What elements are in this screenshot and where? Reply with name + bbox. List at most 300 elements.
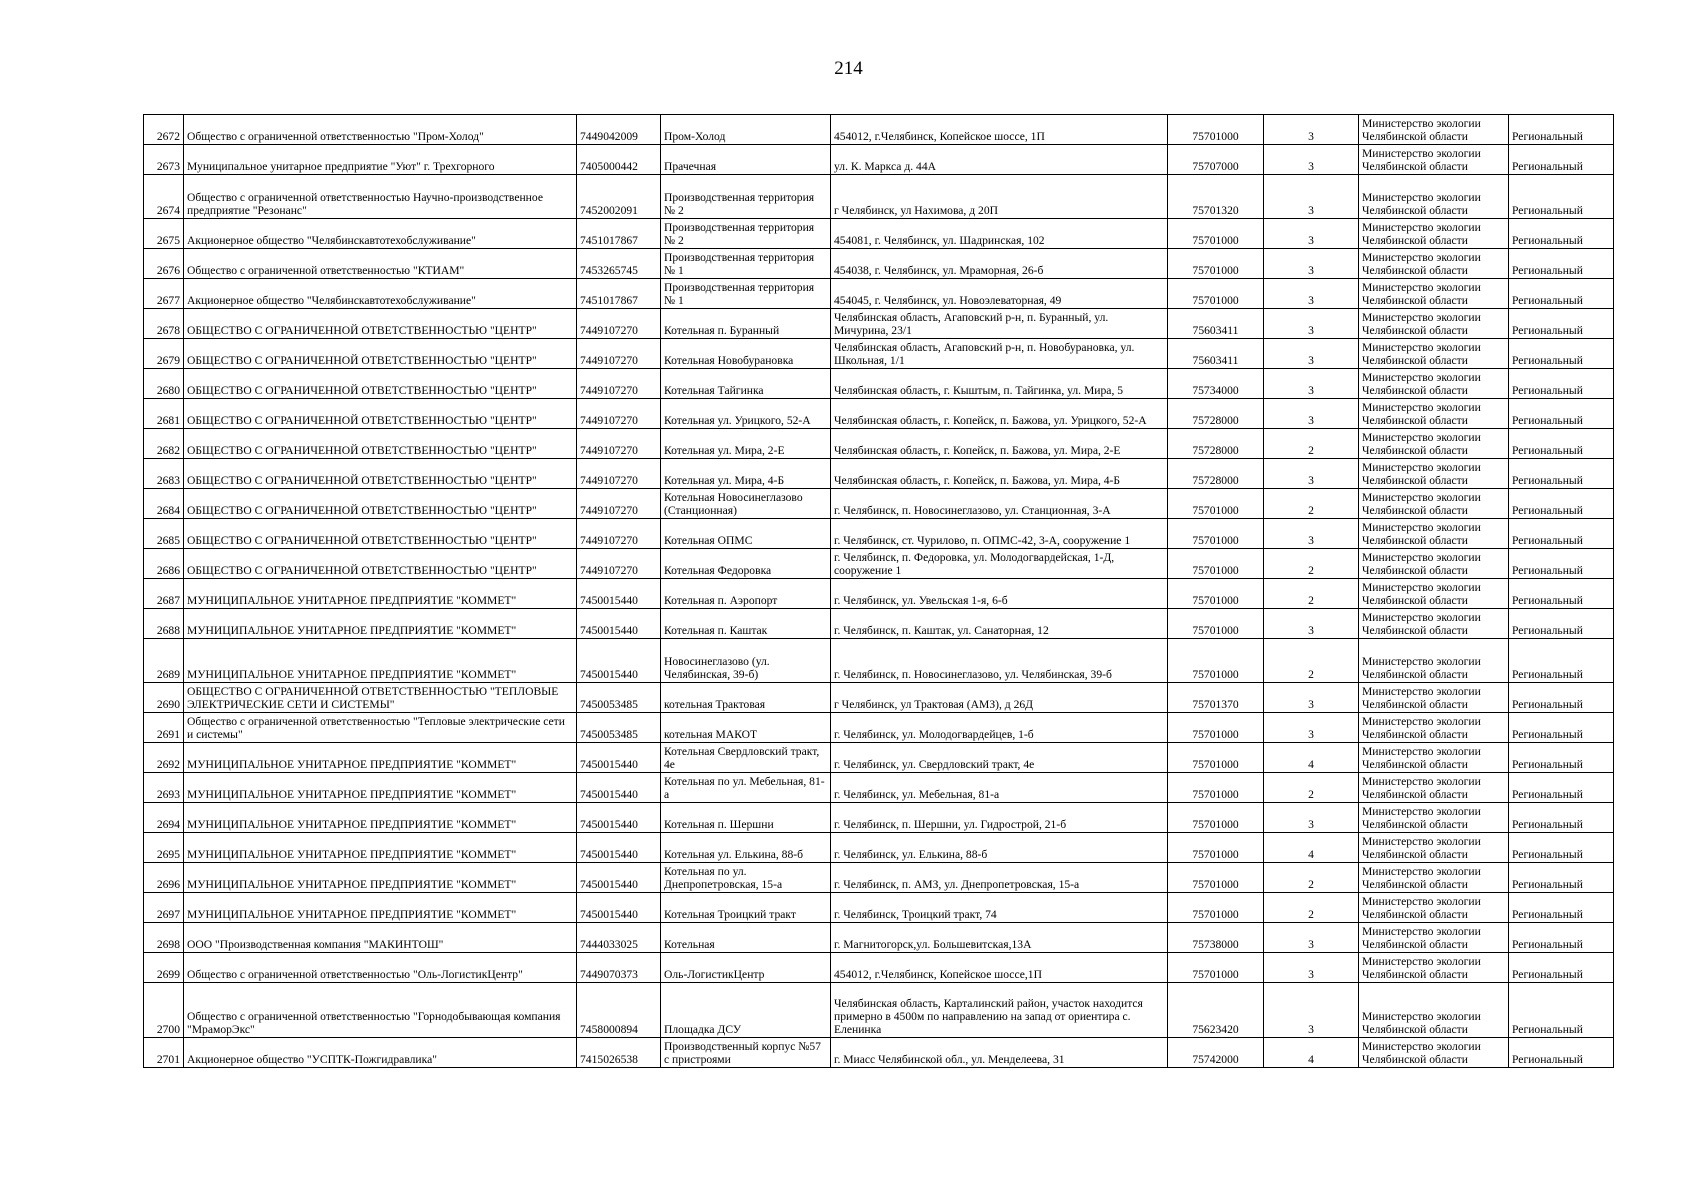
cell-organization-name: Общество с ограниченной ответственностью Научно-производственное предприятие "Резонанс" <box>184 175 577 219</box>
cell-supervisory-body: Министерство экологии Челябинской области <box>1359 1038 1509 1068</box>
table-row <box>144 279 1614 309</box>
table-row <box>144 519 1614 549</box>
cell-supervision-level: Региональный <box>1509 549 1614 579</box>
cell-object-address: 454012, г.Челябинск, Копейское шоссе,1П <box>831 953 1168 983</box>
cell-object-address: г. Челябинск, ул. Мебельная, 81-а <box>831 773 1168 803</box>
cell-inn: 7450015440 <box>577 609 661 639</box>
cell-object-address: Челябинская область, Агаповский р-н, п. Новобурановка, ул. Школьная, 1/1 <box>831 339 1168 369</box>
cell-supervisory-body: Министерство экологии Челябинской области <box>1359 519 1509 549</box>
cell-inn: 7450015440 <box>577 743 661 773</box>
cell-organization-name: Акционерное общество "Челябинскавтотехобслуживание" <box>184 279 577 309</box>
cell-supervision-level: Региональный <box>1509 339 1614 369</box>
cell-category: 3 <box>1264 953 1359 983</box>
cell-okato: 75701000 <box>1168 863 1264 893</box>
cell-category: 3 <box>1264 459 1359 489</box>
table-row <box>144 175 1614 219</box>
registry-body <box>144 115 1614 1068</box>
cell-object-name: Котельная п. Буранный <box>661 309 831 339</box>
cell-organization-name: ОБЩЕСТВО С ОГРАНИЧЕННОЙ ОТВЕТСТВЕННОСТЬЮ "ЦЕНТР" <box>184 459 577 489</box>
cell-row-number: 2698 <box>144 923 184 953</box>
cell-inn: 7450053485 <box>577 683 661 713</box>
cell-inn: 7452002091 <box>577 175 661 219</box>
cell-supervision-level: Региональный <box>1509 489 1614 519</box>
cell-row-number: 2672 <box>144 115 184 145</box>
cell-category: 3 <box>1264 399 1359 429</box>
cell-category: 2 <box>1264 893 1359 923</box>
cell-inn: 7449107270 <box>577 429 661 459</box>
cell-category: 2 <box>1264 863 1359 893</box>
table-row <box>144 115 1614 145</box>
cell-category: 3 <box>1264 369 1359 399</box>
cell-supervisory-body: Министерство экологии Челябинской области <box>1359 923 1509 953</box>
cell-supervision-level: Региональный <box>1509 609 1614 639</box>
cell-category: 3 <box>1264 519 1359 549</box>
cell-organization-name: МУНИЦИПАЛЬНОЕ УНИТАРНОЕ ПРЕДПРИЯТИЕ "КОММЕТ" <box>184 803 577 833</box>
cell-supervision-level: Региональный <box>1509 953 1614 983</box>
cell-okato: 75742000 <box>1168 1038 1264 1068</box>
cell-row-number: 2676 <box>144 249 184 279</box>
cell-inn: 7451017867 <box>577 279 661 309</box>
cell-object-name: Котельная ОПМС <box>661 519 831 549</box>
cell-organization-name: ООО "Производственная компания "МАКИНТОШ" <box>184 923 577 953</box>
cell-okato: 75701000 <box>1168 579 1264 609</box>
cell-organization-name: МУНИЦИПАЛЬНОЕ УНИТАРНОЕ ПРЕДПРИЯТИЕ "КОММЕТ" <box>184 743 577 773</box>
cell-row-number: 2682 <box>144 429 184 459</box>
cell-category: 3 <box>1264 339 1359 369</box>
cell-organization-name: ОБЩЕСТВО С ОГРАНИЧЕННОЙ ОТВЕТСТВЕННОСТЬЮ "ТЕПЛОВЫЕ ЭЛЕКТРИЧЕСКИЕ СЕТИ И СИСТЕМЫ" <box>184 683 577 713</box>
cell-object-address: 454012, г.Челябинск, Копейское шоссе, 1П <box>831 115 1168 145</box>
cell-category: 4 <box>1264 833 1359 863</box>
cell-okato: 75603411 <box>1168 309 1264 339</box>
cell-supervisory-body: Министерство экологии Челябинской области <box>1359 953 1509 983</box>
cell-object-name: Котельная п. Аэропорт <box>661 579 831 609</box>
cell-supervisory-body: Министерство экологии Челябинской области <box>1359 609 1509 639</box>
cell-organization-name: Общество с ограниченной ответственностью "Тепловые электрические сети и системы" <box>184 713 577 743</box>
cell-supervision-level: Региональный <box>1509 309 1614 339</box>
cell-okato: 75623420 <box>1168 983 1264 1038</box>
cell-inn: 7453265745 <box>577 249 661 279</box>
cell-inn: 7449070373 <box>577 953 661 983</box>
cell-category: 2 <box>1264 429 1359 459</box>
cell-supervisory-body: Министерство экологии Челябинской области <box>1359 115 1509 145</box>
cell-organization-name: Общество с ограниченной ответственностью "Оль-ЛогистикЦентр" <box>184 953 577 983</box>
cell-row-number: 2687 <box>144 579 184 609</box>
table-row <box>144 1038 1614 1068</box>
cell-category: 2 <box>1264 489 1359 519</box>
cell-object-address: 454081, г. Челябинск, ул. Шадринская, 102 <box>831 219 1168 249</box>
cell-object-address: г. Челябинск, ул. Молодогвардейцев, 1-б <box>831 713 1168 743</box>
cell-supervisory-body: Министерство экологии Челябинской области <box>1359 893 1509 923</box>
cell-object-name: Прачечная <box>661 145 831 175</box>
cell-organization-name: ОБЩЕСТВО С ОГРАНИЧЕННОЙ ОТВЕТСТВЕННОСТЬЮ "ЦЕНТР" <box>184 489 577 519</box>
cell-supervision-level: Региональный <box>1509 683 1614 713</box>
cell-supervision-level: Региональный <box>1509 833 1614 863</box>
cell-category: 3 <box>1264 683 1359 713</box>
cell-row-number: 2679 <box>144 339 184 369</box>
cell-row-number: 2693 <box>144 773 184 803</box>
cell-row-number: 2675 <box>144 219 184 249</box>
cell-supervision-level: Региональный <box>1509 983 1614 1038</box>
cell-object-name: Котельная по ул. Днепропетровская, 15-а <box>661 863 831 893</box>
cell-okato: 75701000 <box>1168 609 1264 639</box>
table-row <box>144 683 1614 713</box>
cell-category: 2 <box>1264 579 1359 609</box>
cell-row-number: 2691 <box>144 713 184 743</box>
cell-inn: 7449107270 <box>577 399 661 429</box>
cell-category: 4 <box>1264 1038 1359 1068</box>
table-row <box>144 713 1614 743</box>
cell-object-address: г. Магнитогорск,ул. Большевитская,13А <box>831 923 1168 953</box>
cell-object-address: 454038, г. Челябинск, ул. Мраморная, 26-б <box>831 249 1168 279</box>
table-row <box>144 579 1614 609</box>
cell-organization-name: Общество с ограниченной ответственностью "КТИАМ" <box>184 249 577 279</box>
cell-inn: 7450015440 <box>577 833 661 863</box>
table-row <box>144 429 1614 459</box>
table-row <box>144 863 1614 893</box>
cell-inn: 7449107270 <box>577 519 661 549</box>
cell-category: 3 <box>1264 309 1359 339</box>
cell-object-name: Новосинеглазово (ул. Челябинская, 39-б) <box>661 639 831 683</box>
cell-supervision-level: Региональный <box>1509 863 1614 893</box>
cell-inn: 7449107270 <box>577 549 661 579</box>
cell-organization-name: МУНИЦИПАЛЬНОЕ УНИТАРНОЕ ПРЕДПРИЯТИЕ "КОММЕТ" <box>184 893 577 923</box>
cell-object-name: Производственная территория № 1 <box>661 279 831 309</box>
cell-supervisory-body: Министерство экологии Челябинской области <box>1359 773 1509 803</box>
cell-supervision-level: Региональный <box>1509 743 1614 773</box>
cell-category: 3 <box>1264 713 1359 743</box>
cell-object-address: Челябинская область, г. Копейск, п. Бажова, ул. Мира, 4-Б <box>831 459 1168 489</box>
cell-organization-name: МУНИЦИПАЛЬНОЕ УНИТАРНОЕ ПРЕДПРИЯТИЕ "КОММЕТ" <box>184 773 577 803</box>
cell-organization-name: Акционерное общество "УСПТК-Пожгидравлика" <box>184 1038 577 1068</box>
cell-supervision-level: Региональный <box>1509 579 1614 609</box>
cell-okato: 75707000 <box>1168 145 1264 175</box>
table-row <box>144 983 1614 1038</box>
cell-object-address: г. Челябинск, п. Новосинеглазово, ул. Челябинская, 39-б <box>831 639 1168 683</box>
cell-object-address: г Челябинск, ул Нахимова, д 20П <box>831 175 1168 219</box>
cell-organization-name: ОБЩЕСТВО С ОГРАНИЧЕННОЙ ОТВЕТСТВЕННОСТЬЮ "ЦЕНТР" <box>184 339 577 369</box>
cell-object-address: г. Челябинск, ул. Свердловский тракт, 4е <box>831 743 1168 773</box>
cell-row-number: 2686 <box>144 549 184 579</box>
cell-okato: 75701320 <box>1168 175 1264 219</box>
cell-supervisory-body: Министерство экологии Челябинской области <box>1359 983 1509 1038</box>
cell-inn: 7458000894 <box>577 983 661 1038</box>
cell-inn: 7450053485 <box>577 713 661 743</box>
cell-supervisory-body: Министерство экологии Челябинской области <box>1359 309 1509 339</box>
cell-category: 3 <box>1264 803 1359 833</box>
cell-supervisory-body: Министерство экологии Челябинской области <box>1359 175 1509 219</box>
cell-object-name: Производственный корпус №57 с пристроями <box>661 1038 831 1068</box>
cell-category: 3 <box>1264 175 1359 219</box>
cell-object-name: Котельная по ул. Мебельная, 81-а <box>661 773 831 803</box>
cell-okato: 75701000 <box>1168 279 1264 309</box>
table-row <box>144 609 1614 639</box>
cell-row-number: 2680 <box>144 369 184 399</box>
table-row <box>144 923 1614 953</box>
cell-object-name: Котельная ул. Мира, 4-Б <box>661 459 831 489</box>
cell-okato: 75701370 <box>1168 683 1264 713</box>
cell-row-number: 2700 <box>144 983 184 1038</box>
cell-row-number: 2696 <box>144 863 184 893</box>
cell-object-name: котельная Трактовая <box>661 683 831 713</box>
cell-supervisory-body: Министерство экологии Челябинской области <box>1359 743 1509 773</box>
cell-object-name: Котельная Новосинеглазово (Станционная) <box>661 489 831 519</box>
cell-supervisory-body: Министерство экологии Челябинской области <box>1359 429 1509 459</box>
cell-object-name: Котельная п. Шершни <box>661 803 831 833</box>
cell-okato: 75728000 <box>1168 399 1264 429</box>
cell-organization-name: Муниципальное унитарное предприятие "Уют" г. Трехгорного <box>184 145 577 175</box>
cell-supervision-level: Региональный <box>1509 249 1614 279</box>
cell-inn: 7449042009 <box>577 115 661 145</box>
cell-object-address: г. Челябинск, п. Новосинеглазово, ул. Станционная, 3-А <box>831 489 1168 519</box>
cell-supervision-level: Региональный <box>1509 429 1614 459</box>
cell-organization-name: ОБЩЕСТВО С ОГРАНИЧЕННОЙ ОТВЕТСТВЕННОСТЬЮ "ЦЕНТР" <box>184 399 577 429</box>
cell-organization-name: МУНИЦИПАЛЬНОЕ УНИТАРНОЕ ПРЕДПРИЯТИЕ "КОММЕТ" <box>184 639 577 683</box>
cell-organization-name: ОБЩЕСТВО С ОГРАНИЧЕННОЙ ОТВЕТСТВЕННОСТЬЮ "ЦЕНТР" <box>184 549 577 579</box>
cell-inn: 7451017867 <box>577 219 661 249</box>
cell-category: 3 <box>1264 219 1359 249</box>
cell-inn: 7450015440 <box>577 803 661 833</box>
cell-inn: 7449107270 <box>577 309 661 339</box>
cell-supervisory-body: Министерство экологии Челябинской области <box>1359 399 1509 429</box>
cell-supervision-level: Региональный <box>1509 219 1614 249</box>
cell-supervision-level: Региональный <box>1509 399 1614 429</box>
cell-object-name: Котельная Тайгинка <box>661 369 831 399</box>
objects-registry-table <box>143 114 1614 1068</box>
cell-category: 3 <box>1264 983 1359 1038</box>
cell-inn: 7450015440 <box>577 639 661 683</box>
cell-supervision-level: Региональный <box>1509 519 1614 549</box>
cell-category: 2 <box>1264 549 1359 579</box>
cell-category: 3 <box>1264 115 1359 145</box>
cell-category: 3 <box>1264 609 1359 639</box>
cell-supervisory-body: Министерство экологии Челябинской области <box>1359 339 1509 369</box>
table-row <box>144 893 1614 923</box>
cell-supervisory-body: Министерство экологии Челябинской области <box>1359 459 1509 489</box>
cell-object-name: Производственная территория № 2 <box>661 175 831 219</box>
cell-inn: 7449107270 <box>577 489 661 519</box>
cell-okato: 75701000 <box>1168 953 1264 983</box>
cell-category: 4 <box>1264 743 1359 773</box>
cell-row-number: 2678 <box>144 309 184 339</box>
cell-okato: 75603411 <box>1168 339 1264 369</box>
cell-supervision-level: Региональный <box>1509 893 1614 923</box>
cell-object-address: ул. К. Маркса д. 44А <box>831 145 1168 175</box>
cell-row-number: 2685 <box>144 519 184 549</box>
cell-row-number: 2677 <box>144 279 184 309</box>
cell-object-address: Челябинская область, Агаповский р-н, п. Буранный, ул. Мичурина, 23/1 <box>831 309 1168 339</box>
table-row <box>144 459 1614 489</box>
cell-supervisory-body: Министерство экологии Челябинской области <box>1359 803 1509 833</box>
cell-category: 2 <box>1264 773 1359 803</box>
cell-okato: 75701000 <box>1168 519 1264 549</box>
cell-object-address: Челябинская область, Карталинский район, участок находится примерно в 4500м по направлению на запад от ориентира с. Еленинка <box>831 983 1168 1038</box>
table-row <box>144 803 1614 833</box>
cell-inn: 7415026538 <box>577 1038 661 1068</box>
cell-supervisory-body: Министерство экологии Челябинской области <box>1359 833 1509 863</box>
cell-object-address: г. Челябинск, Троицкий тракт, 74 <box>831 893 1168 923</box>
table-row <box>144 145 1614 175</box>
table-row <box>144 953 1614 983</box>
cell-supervision-level: Региональный <box>1509 803 1614 833</box>
cell-object-address: г. Челябинск, п. АМЗ, ул. Днепропетровская, 15-а <box>831 863 1168 893</box>
cell-object-address: г. Челябинск, ул. Увельская 1-я, 6-б <box>831 579 1168 609</box>
cell-organization-name: ОБЩЕСТВО С ОГРАНИЧЕННОЙ ОТВЕТСТВЕННОСТЬЮ "ЦЕНТР" <box>184 519 577 549</box>
cell-category: 3 <box>1264 249 1359 279</box>
table-row <box>144 489 1614 519</box>
cell-supervision-level: Региональный <box>1509 279 1614 309</box>
cell-object-name: Котельная <box>661 923 831 953</box>
cell-organization-name: Акционерное общество "Челябинскавтотехобслуживание" <box>184 219 577 249</box>
cell-object-address: 454045, г. Челябинск, ул. Новоэлеваторная, 49 <box>831 279 1168 309</box>
cell-supervisory-body: Министерство экологии Челябинской области <box>1359 579 1509 609</box>
cell-object-address: г Челябинск, ул Трактовая (АМЗ), д 26Д <box>831 683 1168 713</box>
page-number: 214 <box>834 58 863 79</box>
cell-organization-name: МУНИЦИПАЛЬНОЕ УНИТАРНОЕ ПРЕДПРИЯТИЕ "КОММЕТ" <box>184 833 577 863</box>
cell-inn: 7450015440 <box>577 863 661 893</box>
cell-row-number: 2683 <box>144 459 184 489</box>
cell-row-number: 2684 <box>144 489 184 519</box>
cell-object-address: Челябинская область, г. Копейск, п. Бажова, ул. Мира, 2-Е <box>831 429 1168 459</box>
cell-object-name: Площадка ДСУ <box>661 983 831 1038</box>
cell-supervisory-body: Министерство экологии Челябинской области <box>1359 369 1509 399</box>
cell-object-name: Котельная п. Каштак <box>661 609 831 639</box>
cell-object-address: г. Челябинск, п. Шершни, ул. Гидрострой, 21-б <box>831 803 1168 833</box>
cell-organization-name: ОБЩЕСТВО С ОГРАНИЧЕННОЙ ОТВЕТСТВЕННОСТЬЮ "ЦЕНТР" <box>184 369 577 399</box>
table-row <box>144 549 1614 579</box>
cell-okato: 75701000 <box>1168 219 1264 249</box>
cell-supervision-level: Региональный <box>1509 115 1614 145</box>
cell-organization-name: МУНИЦИПАЛЬНОЕ УНИТАРНОЕ ПРЕДПРИЯТИЕ "КОММЕТ" <box>184 863 577 893</box>
cell-supervisory-body: Министерство экологии Челябинской области <box>1359 549 1509 579</box>
cell-inn: 7449107270 <box>577 459 661 489</box>
cell-row-number: 2697 <box>144 893 184 923</box>
cell-inn: 7405000442 <box>577 145 661 175</box>
cell-supervision-level: Региональный <box>1509 145 1614 175</box>
cell-inn: 7449107270 <box>577 339 661 369</box>
cell-supervisory-body: Министерство экологии Челябинской области <box>1359 145 1509 175</box>
cell-okato: 75738000 <box>1168 923 1264 953</box>
cell-okato: 75701000 <box>1168 249 1264 279</box>
cell-row-number: 2692 <box>144 743 184 773</box>
cell-organization-name: Общество с ограниченной ответственностью "Горнодобывающая компания "МраморЭкс" <box>184 983 577 1038</box>
cell-organization-name: МУНИЦИПАЛЬНОЕ УНИТАРНОЕ ПРЕДПРИЯТИЕ "КОММЕТ" <box>184 609 577 639</box>
cell-organization-name: МУНИЦИПАЛЬНОЕ УНИТАРНОЕ ПРЕДПРИЯТИЕ "КОММЕТ" <box>184 579 577 609</box>
cell-supervision-level: Региональный <box>1509 369 1614 399</box>
cell-object-name: Котельная Новобурановка <box>661 339 831 369</box>
cell-inn: 7450015440 <box>577 579 661 609</box>
cell-object-address: г. Челябинск, ст. Чурилово, п. ОПМС-42, 3-А, сооружение 1 <box>831 519 1168 549</box>
cell-organization-name: ОБЩЕСТВО С ОГРАНИЧЕННОЙ ОТВЕТСТВЕННОСТЬЮ "ЦЕНТР" <box>184 429 577 459</box>
cell-supervision-level: Региональный <box>1509 713 1614 743</box>
cell-supervisory-body: Министерство экологии Челябинской области <box>1359 683 1509 713</box>
cell-row-number: 2690 <box>144 683 184 713</box>
cell-okato: 75701000 <box>1168 549 1264 579</box>
cell-category: 2 <box>1264 639 1359 683</box>
cell-row-number: 2699 <box>144 953 184 983</box>
cell-object-name: Котельная ул. Урицкого, 52-А <box>661 399 831 429</box>
cell-object-name: Котельная ул. Мира, 2-Е <box>661 429 831 459</box>
cell-row-number: 2694 <box>144 803 184 833</box>
cell-object-address: г. Челябинск, п. Федоровка, ул. Молодогвардейская, 1-Д, сооружение 1 <box>831 549 1168 579</box>
cell-row-number: 2673 <box>144 145 184 175</box>
cell-object-name: Котельная Свердловский тракт, 4е <box>661 743 831 773</box>
table-row <box>144 639 1614 683</box>
table-row <box>144 773 1614 803</box>
cell-okato: 75701000 <box>1168 773 1264 803</box>
cell-okato: 75701000 <box>1168 743 1264 773</box>
cell-category: 3 <box>1264 279 1359 309</box>
table-row <box>144 833 1614 863</box>
cell-supervision-level: Региональный <box>1509 459 1614 489</box>
cell-row-number: 2674 <box>144 175 184 219</box>
cell-row-number: 2695 <box>144 833 184 863</box>
cell-supervisory-body: Министерство экологии Челябинской области <box>1359 863 1509 893</box>
table-row <box>144 219 1614 249</box>
cell-inn: 7450015440 <box>577 773 661 803</box>
cell-supervisory-body: Министерство экологии Челябинской области <box>1359 279 1509 309</box>
cell-supervisory-body: Министерство экологии Челябинской области <box>1359 219 1509 249</box>
cell-okato: 75701000 <box>1168 713 1264 743</box>
cell-supervision-level: Региональный <box>1509 773 1614 803</box>
cell-object-name: Пром-Холод <box>661 115 831 145</box>
cell-object-name: котельная МАКОТ <box>661 713 831 743</box>
cell-object-address: г. Челябинск, ул. Елькина, 88-б <box>831 833 1168 863</box>
cell-supervision-level: Региональный <box>1509 923 1614 953</box>
table-row <box>144 249 1614 279</box>
cell-object-name: Производственная территория № 1 <box>661 249 831 279</box>
cell-row-number: 2681 <box>144 399 184 429</box>
table-row <box>144 399 1614 429</box>
cell-okato: 75701000 <box>1168 115 1264 145</box>
cell-supervisory-body: Министерство экологии Челябинской области <box>1359 489 1509 519</box>
cell-object-address: г. Миасс Челябинской обл., ул. Менделеева, 31 <box>831 1038 1168 1068</box>
cell-okato: 75734000 <box>1168 369 1264 399</box>
cell-object-name: Котельная Федоровка <box>661 549 831 579</box>
cell-okato: 75701000 <box>1168 489 1264 519</box>
cell-inn: 7444033025 <box>577 923 661 953</box>
cell-organization-name: Общество с ограниченной ответственностью "Пром-Холод" <box>184 115 577 145</box>
table-row <box>144 309 1614 339</box>
table-row <box>144 369 1614 399</box>
cell-okato: 75701000 <box>1168 833 1264 863</box>
cell-okato: 75701000 <box>1168 639 1264 683</box>
cell-okato: 75728000 <box>1168 459 1264 489</box>
cell-supervisory-body: Министерство экологии Челябинской области <box>1359 639 1509 683</box>
cell-row-number: 2701 <box>144 1038 184 1068</box>
cell-okato: 75701000 <box>1168 803 1264 833</box>
cell-supervisory-body: Министерство экологии Челябинской области <box>1359 713 1509 743</box>
cell-supervision-level: Региональный <box>1509 639 1614 683</box>
table-row <box>144 339 1614 369</box>
cell-supervisory-body: Министерство экологии Челябинской области <box>1359 249 1509 279</box>
cell-object-name: Котельная ул. Елькина, 88-б <box>661 833 831 863</box>
cell-object-address: г. Челябинск, п. Каштак, ул. Санаторная, 12 <box>831 609 1168 639</box>
cell-row-number: 2688 <box>144 609 184 639</box>
cell-okato: 75701000 <box>1168 893 1264 923</box>
table-row <box>144 743 1614 773</box>
cell-category: 3 <box>1264 923 1359 953</box>
cell-object-address: Челябинская область, г. Копейск, п. Бажова, ул. Урицкого, 52-А <box>831 399 1168 429</box>
cell-object-address: Челябинская область, г. Кыштым, п. Тайгинка, ул. Мира, 5 <box>831 369 1168 399</box>
cell-organization-name: ОБЩЕСТВО С ОГРАНИЧЕННОЙ ОТВЕТСТВЕННОСТЬЮ "ЦЕНТР" <box>184 309 577 339</box>
cell-object-name: Котельная Троицкий тракт <box>661 893 831 923</box>
cell-inn: 7450015440 <box>577 893 661 923</box>
cell-category: 3 <box>1264 145 1359 175</box>
cell-row-number: 2689 <box>144 639 184 683</box>
cell-okato: 75728000 <box>1168 429 1264 459</box>
cell-inn: 7449107270 <box>577 369 661 399</box>
cell-object-name: Оль-ЛогистикЦентр <box>661 953 831 983</box>
